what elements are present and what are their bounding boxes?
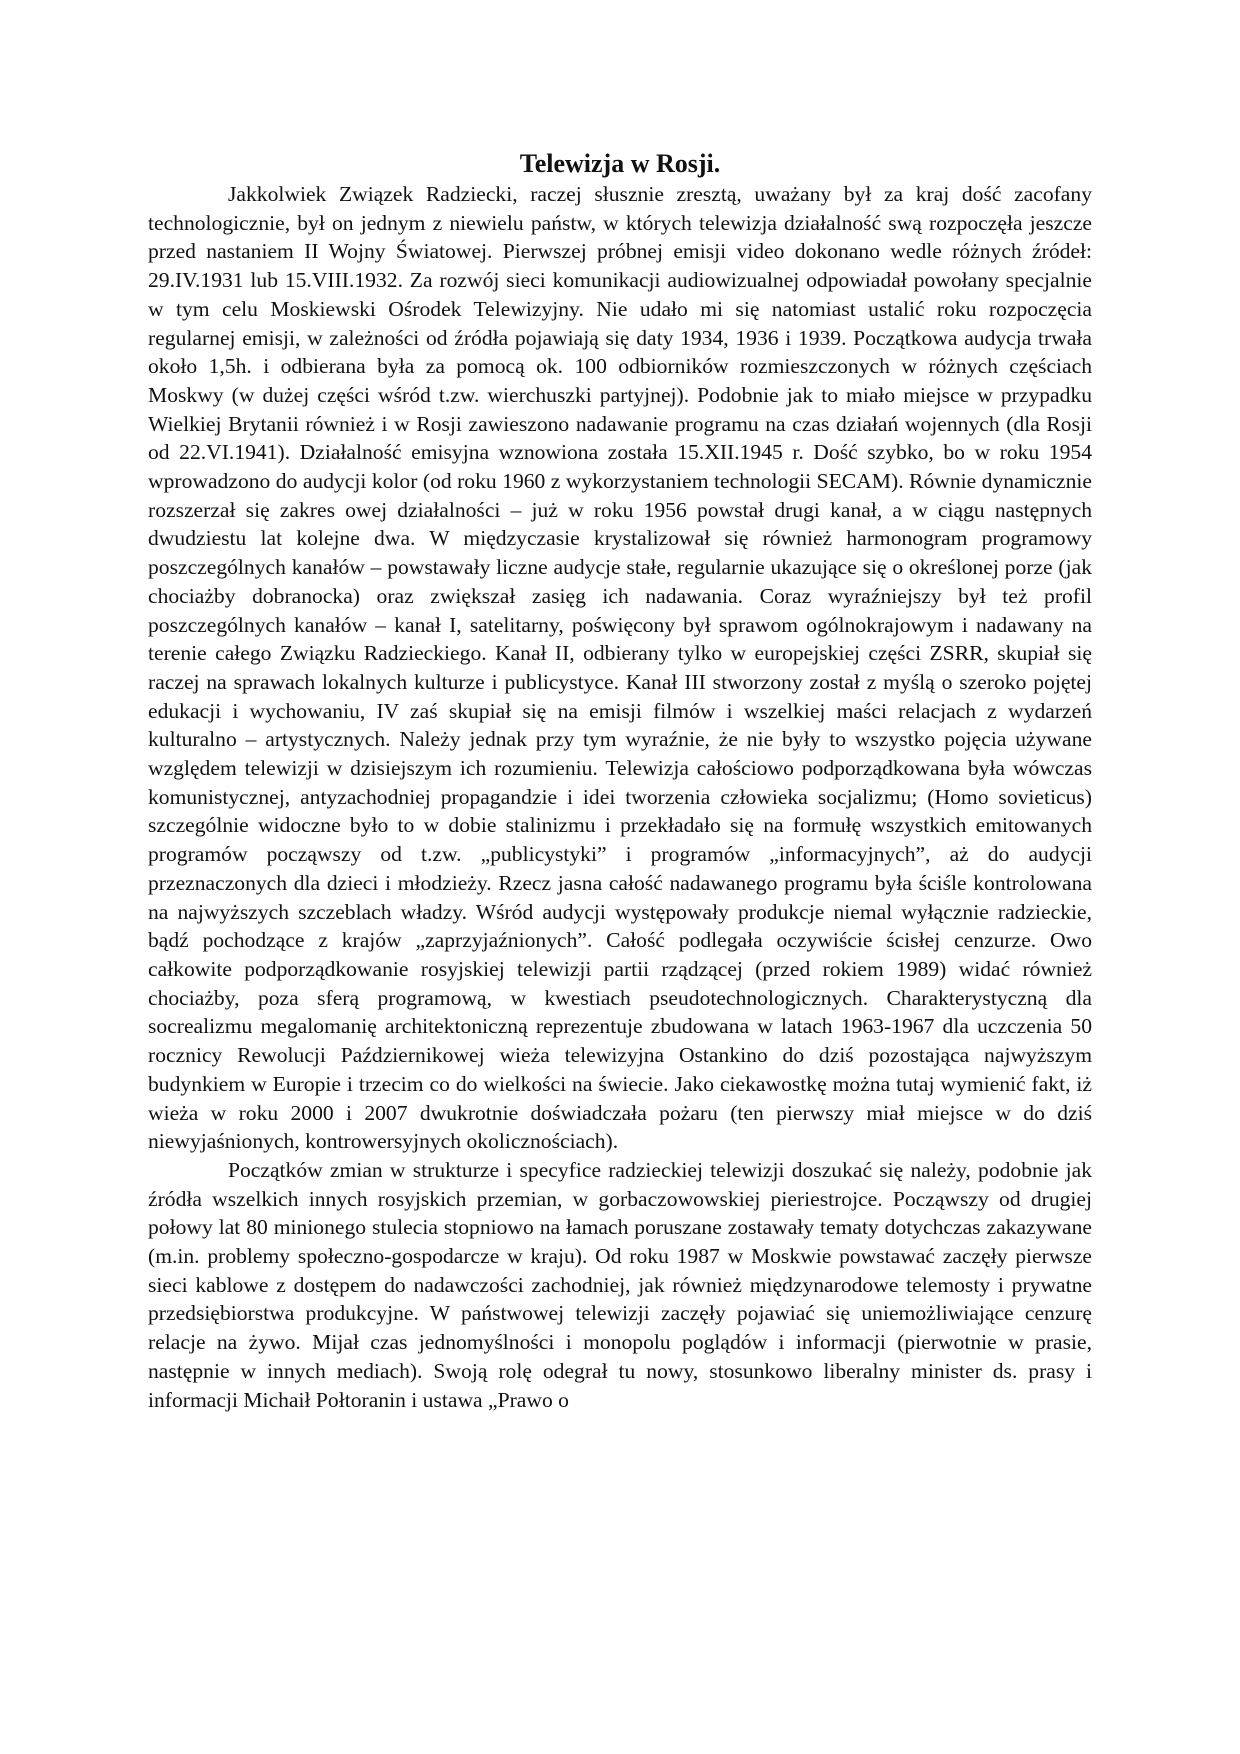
- paragraph-1: Jakkolwiek Związek Radziecki, raczej słusznie zresztą, uważany był za kraj dość zacofany technologicznie, był on jednym z niewielu państw, w których telewizja działalność swą rozpoczęła jeszcze przed nastaniem II Wojny Światowej. Pierwszej próbnej emisji video dokonano wedle różnych źródeł: 29.IV.1931 lub 15.VIII.1932. Za rozwój sieci komunikacji audiowizualnej odpowiadał powołany specjalnie w tym celu Moskiewski Ośrodek Telewizyjny. Nie udało mi się natomiast ustalić roku rozpoczęcia regularnej emisji, w zależności od źródła pojawiają się daty 1934, 1936 i 1939. Początkowa audycja trwała około 1,5h. i odbierana była za pomocą ok. 100 odbiorników rozmieszczonych w różnych częściach Moskwy (w dużej części wśród t.zw. wierchuszki partyjnej). Podobnie jak to miało miejsce w przypadku Wielkiej Brytanii również i w Rosji zawieszono nadawanie programu na czas działań wojennych (dla Rosji od 22.VI.1941). Działalność emisyjna wznowiona została 15.XII.1945 r. Dość szybko, bo w roku 1954 wprowadzono do audycji kolor (od roku 1960 z wykorzystaniem technologii SECAM). Równie dynamicznie rozszerzał się zakres owej działalności – już w roku 1956 powstał drugi kanał, a w ciągu następnych dwudziestu lat kolejne dwa. W międzyczasie krystalizował się również harmonogram programowy poszczególnych kanałów – powstawały liczne audycje stałe, regularnie ukazujące się o określonej porze (jak chociażby dobranocka) oraz zwiększał zasięg ich nadawania. Coraz wyraźniejszy był też profil poszczególnych kanałów – kanał I, satelitarny, poświęcony był sprawom ogólnokrajowym i nadawany na terenie całego Związku Radzieckiego. Kanał II, odbierany tylko w europejskiej części ZSRR, skupiał się raczej na sprawach lokalnych kulturze i publicystyce. Kanał III stworzony został z myślą o szeroko pojętej edukacji i wychowaniu, IV zaś skupiał się na emisji filmów i wszelkiej maści relacjach z wydarzeń kulturalno – artystycznych. Należy jednak przy tym wyraźnie, że nie były to wszystko pojęcia używane względem telewizji w dzisiejszym ich rozumieniu. Telewizja całościowo podporządkowana była wówczas komunistycznej, antyzachodniej propagandzie i idei tworzenia człowieka socjalizmu; (Homo sovieticus) szczególnie widoczne było to w dobie stalinizmu i przekładało się na formułę wszystkich emitowanych programów począwszy od t.zw. „publicystyki” i programów „informacyjnych”, aż do audycji przeznaczonych dla dzieci i młodzieży. Rzecz jasna całość nadawanego programu była ściśle kontrolowana na najwyższych szczeblach władzy. Wśród audycji występowały produkcje niemal wyłącznie radzieckie, bądź pochodzące z krajów „zaprzyjaźnionych”. Całość podlegała oczywiście ścisłej cenzurze. Owo całkowite podporządkowanie rosyjskiej telewizji partii rządzącej (przed rokiem 1989) widać również chociażby, poza sferą programową, w kwestiach pseudotechnologicznych. Charakterystyczną dla socrealizmu megalomanię architektoniczną reprezentuje zbudowana w latach 1963-1967 dla uczczenia 50 rocznicy Rewolucji Październikowej wieża telewizyjna Ostankino do dziś pozostająca najwyższym budynkiem w Europie i trzecim co do wielkości na świecie. Jako ciekawostkę można tutaj wymienić fakt, iż wieża w roku 2000 i 2007 dwukrotnie doświadczała pożaru (ten pierwszy miał miejsce w do dziś niewyjaśnionych, kontrowersyjnych okolicznościach).: [148, 182, 1092, 1154]
- document-title: Telewizja w Rosji.: [519, 149, 721, 178]
- document-page: [148, 148, 1092, 1414]
- paragraph-2: Początków zmian w strukturze i specyfice radzieckiej telewizji doszukać się należy, podobnie jak źródła wszelkich innych rosyjskich przemian, w gorbaczowowskiej pieriestrojce. Począwszy od drugiej połowy lat 80 minionego stulecia stopniowo na łamach poruszane zostawały tematy dotychczas zakazywane (m.in. problemy społeczno-gospodarcze w kraju). Od roku 1987 w Moskwie powstawać zaczęły pierwsze sieci kablowe z dostępem do nadawczości zachodniej, jak również międzynarodowe telemosty i prywatne przedsiębiorstwa produkcyjne. W państwowej telewizji zaczęły pojawiać się uniemożliwiające cenzurę relacje na żywo. Mijał czas jednomyślności i monopolu poglądów i informacji (pierwotnie w prasie, następnie w innych mediach). Swoją rolę odegrał tu nowy, stosunkowo liberalny minister ds. prasy i informacji Michaił Połtoranin i ustawa „Prawo o: [148, 1157, 1092, 1412]
